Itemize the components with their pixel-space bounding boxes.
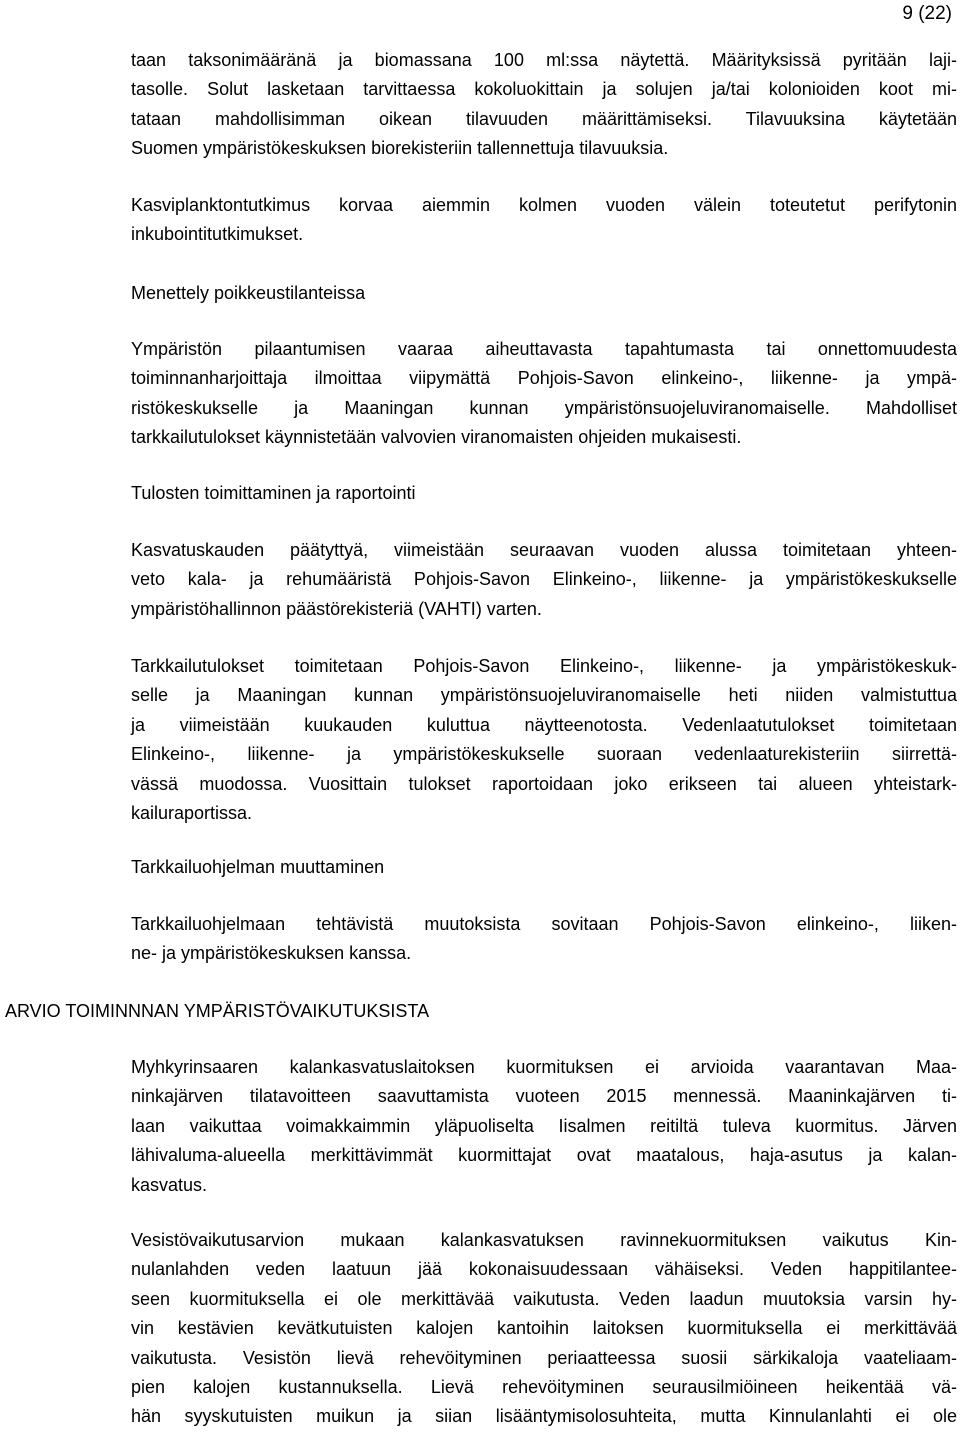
text-line: tarkkailutulokset käynnistetään valvovien viranomaisten ohjeiden mukaisesti.	[131, 427, 742, 448]
section-heading-environmental-impacts: ARVIO TOIMINNNAN YMPÄRISTÖVAIKUTUKSISTA	[5, 1001, 430, 1021]
paragraph-impact-assessment	[131, 1226, 957, 1432]
text-line: lähivaluma-alueella merkittävimmät kuormittajat ovat maatalous, haja-asutus ja kalan-	[131, 1145, 957, 1166]
text-line: tataan mahdollisimman oikean tilavuuden määrittämiseksi. Tilavuuksina käytetään	[131, 108, 957, 129]
text-line: Tarkkailuohjelmaan tehtävistä muutoksista sovitaan Pohjois-Savon elinkeino-, liiken-	[131, 914, 957, 934]
paragraph-season-summary	[131, 536, 957, 624]
text-line: Ympäristön pilaantumisen vaaraa aiheuttavasta tapahtumasta tai onnettomuudesta	[131, 339, 957, 359]
text-line: Myhkyrinsaaren kalankasvatuslaitoksen kuormituksen ei arvioida vaarantavan Maa-	[131, 1057, 957, 1077]
heading-exceptional-situations: Menettely poikkeustilanteissa	[131, 283, 366, 303]
text-line: Tarkkailutulokset toimitetaan Pohjois-Savon Elinkeino-, liikenne- ja ympäristökeskuk-	[131, 656, 957, 676]
paragraph-program-changes	[131, 910, 957, 969]
text-line: kailuraportissa.	[131, 803, 253, 824]
text-line: laan vaikuttaa voimakkaimmin yläpuoliselta Iisalmen reitiltä tuleva kuormitus. Järven	[131, 1115, 957, 1136]
text-line: vässä muodossa. Vuosittain tulokset raportoidaan joko erikseen tai alueen yhteistark-	[131, 773, 957, 794]
paragraph-plankton-methods	[131, 46, 957, 164]
paragraph-lake-status	[131, 1053, 957, 1200]
text-line: veto kala- ja rehumääristä Pohjois-Savon Elinkeino-, liikenne- ja ympäristökeskukselle	[131, 569, 957, 590]
text-line: selle ja Maaningan kunnan ympäristönsuojeluviranomaiselle heti niiden valmistuttua	[131, 685, 957, 706]
text-line: hän syyskutuisten muikun ja siian lisääntymisolosuhteita, mutta Kinnulanlahti ei ole	[131, 1406, 957, 1427]
heading-program-changes: Tarkkailuohjelman muuttaminen	[131, 857, 385, 877]
text-line: ja viimeistään kuukauden kuluttua näytteenotosta. Vedenlaatutulokset toimitetaan	[131, 714, 957, 735]
text-line: Elinkeino-, liikenne- ja ympäristökeskukselle suoraan vedenlaaturekisteriin siirrettä-	[131, 744, 957, 765]
paragraph-periphyton	[131, 191, 957, 250]
text-line: inkubointitutkimukset.	[131, 224, 304, 245]
text-line: vaikutusta. Vesistön lievä rehevöityminen periaatteessa suosii särkikaloja vaateliaam-	[131, 1347, 957, 1368]
paragraph-results-delivery	[131, 652, 957, 828]
page-number: 9 (22)	[902, 3, 952, 24]
text-line: ninkajärven tilatavoitteen saavuttamista vuoteen 2015 mennessä. Maaninkajärven ti-	[131, 1086, 957, 1107]
text-line: Kasviplanktontutkimus korvaa aiemmin kolmen vuoden välein toteutetut perifytonin	[131, 195, 957, 215]
text-line: Kasvatuskauden päätyttyä, viimeistään seuraavan vuoden alussa toimitetaan yhteen-	[131, 540, 957, 560]
text-line: seen kuormituksella ei ole merkittävää vaikutusta. Veden laadun muutoksia varsin hy-	[131, 1288, 957, 1309]
text-line: ympäristöhallinnon päästörekisteriä (VAHTI) varten.	[131, 598, 542, 619]
text-line: toiminnanharjoittaja ilmoittaa viipymättä Pohjois-Savon elinkeino-, liikenne- ja ympä-	[131, 368, 957, 389]
text-line: pien kalojen kustannuksella. Lievä rehevöityminen seurausilmiöineen heikentää vä-	[131, 1377, 957, 1398]
text-line: vin kestävien kevätkutuisten kalojen kantoihin laitoksen kuormituksella ei merkittävää	[131, 1318, 957, 1339]
heading-reporting: Tulosten toimittaminen ja raportointi	[131, 483, 416, 503]
text-line: taan taksonimääränä ja biomassana 100 ml:ssa näytettä. Määrityksissä pyritään laji-	[131, 50, 957, 70]
paragraph-exceptional-situations	[131, 335, 957, 453]
text-line: Suomen ympäristökeskuksen biorekisteriin tallennettuja tilavuuksia.	[131, 138, 669, 159]
text-line: tasolle. Solut lasketaan tarvittaessa kokoluokittain ja solujen ja/tai kolonioiden koot mi-	[131, 79, 957, 100]
text-line: nulanlahden veden laatuun jää kokonaisuudessaan vähäiseksi. Veden happitilantee-	[131, 1259, 957, 1280]
text-line: ne- ja ympäristökeskuksen kanssa.	[131, 943, 412, 964]
text-line: kasvatus.	[131, 1174, 208, 1195]
text-line: Vesistövaikutusarvion mukaan kalankasvatuksen ravinnekuormituksen vaikutus Kin-	[131, 1230, 957, 1250]
text-line: ristökeskukselle ja Maaningan kunnan ympäristönsuojeluviranomaiselle. Mahdolliset	[131, 397, 957, 418]
